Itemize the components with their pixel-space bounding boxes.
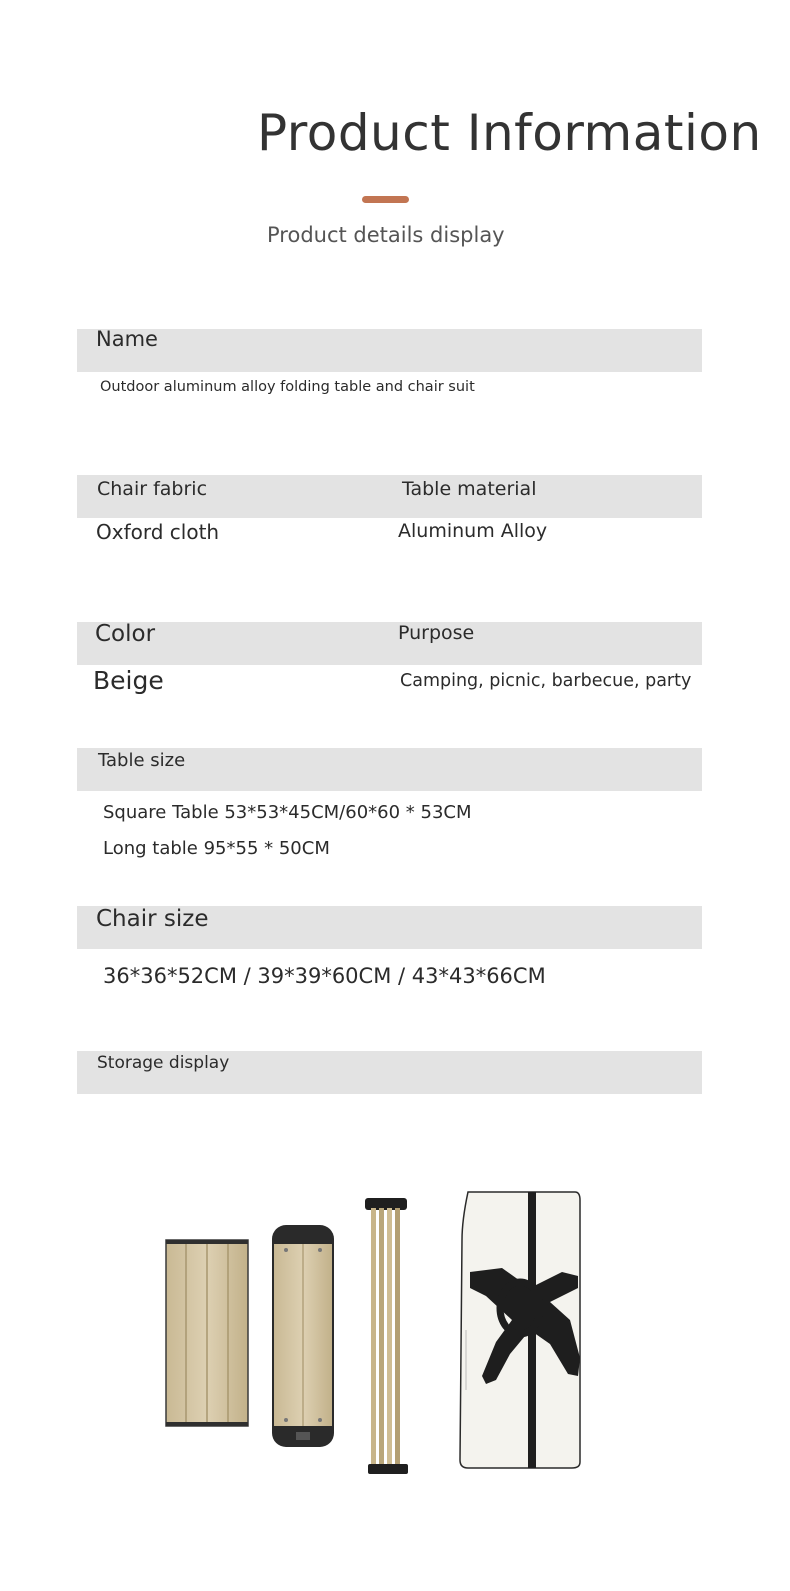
color-value: Beige — [93, 666, 164, 695]
name-header-band — [77, 329, 702, 372]
page-title: Product Information — [257, 104, 762, 162]
table-material-label: Table material — [402, 478, 537, 500]
chair-size-label: Chair size — [96, 906, 209, 932]
name-label: Name — [96, 327, 158, 351]
color-label: Color — [95, 621, 156, 647]
purpose-label: Purpose — [398, 622, 475, 644]
chair-fabric-value: Oxford cloth — [96, 520, 220, 544]
color-purpose-header-band — [77, 622, 702, 665]
table-material-value: Aluminum Alloy — [398, 520, 548, 542]
storage-bag — [460, 1192, 580, 1468]
storage-display-image — [150, 1180, 600, 1480]
table-size-label: Table size — [98, 750, 186, 771]
folded-frame-legs — [365, 1198, 408, 1474]
chair-size-value: 36*36*52CM / 39*39*60CM / 43*43*66CM — [103, 964, 546, 988]
folded-chair-seat — [272, 1225, 334, 1447]
name-value: Outdoor aluminum alloy folding table and chair suit — [100, 379, 475, 395]
title-accent-bar — [362, 196, 409, 203]
storage-label: Storage display — [97, 1053, 230, 1073]
folded-table-top — [166, 1240, 248, 1426]
table-size-line: Square Table 53*53*45CM/60*60 * 53CM — [103, 802, 472, 823]
page-subtitle: Product details display — [267, 223, 505, 247]
chair-fabric-label: Chair fabric — [97, 478, 208, 500]
purpose-value: Camping, picnic, barbecue, party — [400, 671, 692, 691]
table-size-line: Long table 95*55 * 50CM — [103, 838, 330, 859]
